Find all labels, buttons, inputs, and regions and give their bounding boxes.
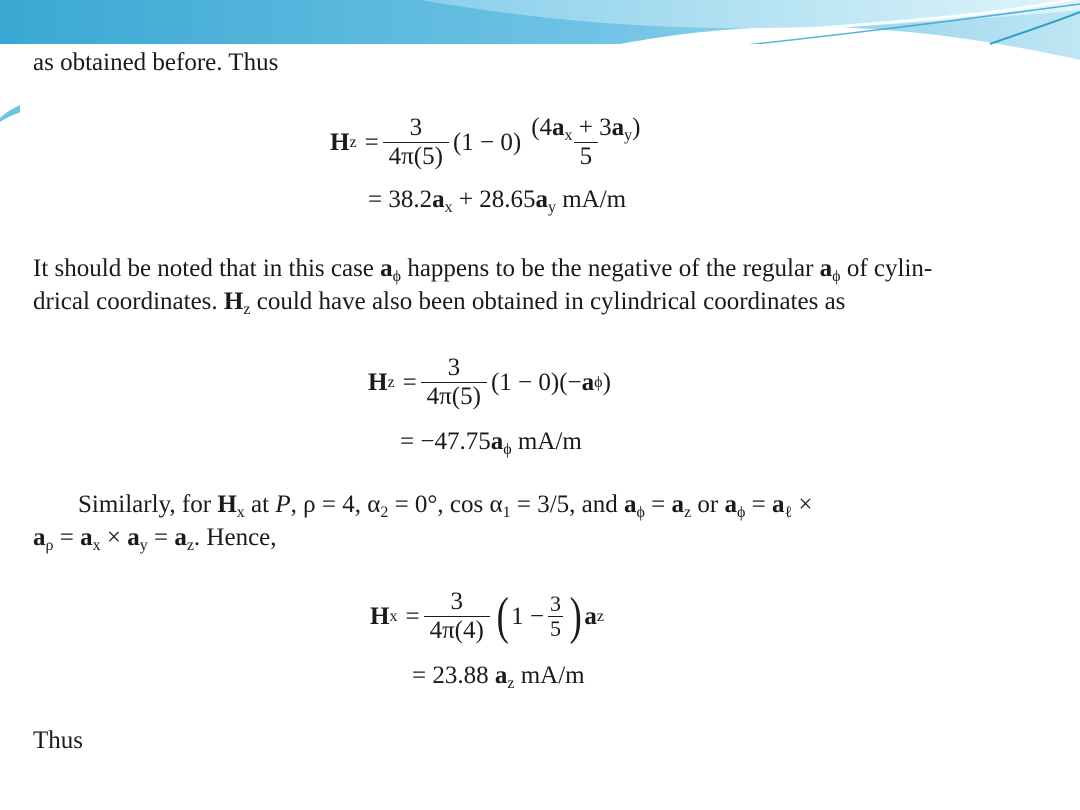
eq1-f2-a2: a bbox=[611, 114, 625, 141]
p2l1-c: , ρ = 4, α bbox=[290, 491, 381, 518]
eq1-f2-a1-sub: x bbox=[564, 127, 573, 144]
eq1-factor: (1 − 0) bbox=[452, 128, 522, 156]
p2l1-a: Similarly, for bbox=[78, 491, 218, 518]
eq1-f2-open: (4 bbox=[531, 114, 553, 141]
eq3-paren-open: ( bbox=[496, 587, 509, 645]
p2l2-b: = bbox=[53, 524, 81, 551]
p2l1-c-sub: 2 bbox=[380, 504, 389, 521]
p2l1-f: = bbox=[644, 491, 672, 518]
eq2-factor-open: (1 − 0)(− bbox=[490, 368, 582, 396]
eq3-res-a-sub: z bbox=[507, 675, 515, 692]
eq3-inner-frac-num: 3 bbox=[550, 591, 562, 616]
p2l1-g: or bbox=[691, 491, 725, 518]
eq1-res-unit: mA/m bbox=[555, 186, 627, 213]
p2l1-a1: a bbox=[624, 491, 637, 518]
eq1-frac2 bbox=[525, 114, 646, 171]
paragraph-2-line-1 bbox=[78, 488, 813, 521]
p1l1-b: happens to be the negative of the regular bbox=[401, 255, 820, 282]
p1l1-a: It should be noted that in this case bbox=[33, 255, 381, 282]
eq2-factor-a: a bbox=[581, 368, 595, 396]
p2l2-e: . Hence, bbox=[193, 524, 277, 551]
p2l1-P: P bbox=[275, 491, 291, 518]
p2l2-a1: a bbox=[33, 524, 46, 551]
eq1-lhs: H bbox=[330, 128, 350, 156]
eq3-equals: = bbox=[405, 602, 420, 630]
eq1-equals: = bbox=[364, 128, 379, 156]
eq3-frac-num: 3 bbox=[450, 588, 463, 615]
eq1-f2-a1: a bbox=[552, 114, 565, 141]
eq3-frac bbox=[424, 588, 490, 645]
eq2-lhs: H bbox=[368, 368, 388, 396]
eq1-f2-a2-sub: y bbox=[624, 127, 633, 144]
eq3-inner-frac bbox=[548, 592, 563, 641]
eq1-res-a1-sub: x bbox=[444, 199, 453, 216]
eq1-frac2-den: 5 bbox=[574, 142, 599, 171]
p2l2-a2: a bbox=[80, 524, 93, 551]
p2l2-c: × bbox=[100, 524, 128, 551]
equation-1-result bbox=[368, 186, 626, 214]
p1l1-aphi-sub: ϕ bbox=[392, 268, 402, 285]
eq3-lhs: H bbox=[370, 602, 390, 630]
eq1-frac2-num bbox=[525, 114, 646, 142]
p1l2-a: drical coordinates. bbox=[33, 288, 224, 315]
p1l1-aphi: a bbox=[380, 255, 393, 282]
eq3-vec: a bbox=[584, 602, 597, 630]
p2l1-a4: a bbox=[772, 491, 785, 518]
p2l1-d: = 0°, cos α bbox=[388, 491, 503, 518]
wave-tail-left bbox=[0, 104, 22, 122]
eq1-res-mid: + 28.65 bbox=[452, 186, 536, 213]
p2l2-a2-sub: x bbox=[92, 537, 101, 554]
paragraph-2-line-2 bbox=[33, 521, 277, 554]
p1l2-b: could have also been obtained in cylindrical coordinates as bbox=[250, 288, 846, 315]
equation-3-result bbox=[412, 662, 585, 690]
eq1-res-prefix: = 38.2 bbox=[368, 186, 433, 213]
eq3-res-prefix: = 23.88 bbox=[412, 662, 495, 689]
p2l1-h: = bbox=[745, 491, 772, 518]
eq2-factor-close: ) bbox=[602, 368, 611, 396]
eq2-frac-num: 3 bbox=[447, 354, 461, 381]
eq1-frac1 bbox=[383, 114, 449, 171]
eq2-frac-den: 4π(5) bbox=[421, 382, 487, 411]
p1l1-aphi2-sub: ϕ bbox=[832, 268, 841, 285]
eq2-res-prefix: = −47.75 bbox=[400, 428, 491, 455]
p2l1-a3: a bbox=[724, 491, 737, 518]
document-page bbox=[20, 44, 990, 766]
eq3-frac-den: 4π(4) bbox=[424, 616, 490, 645]
p2l1-H-sub: x bbox=[236, 504, 245, 521]
p2l1-H: H bbox=[217, 491, 237, 518]
paragraph-1-line-1 bbox=[33, 252, 932, 285]
p1l2-H: H bbox=[223, 288, 244, 315]
eq1-res-a2-sub: y bbox=[547, 199, 556, 216]
eq3-res-unit: mA/m bbox=[514, 662, 585, 689]
equation-3: H x = $\frac{3}{4\pi(4)}$ ( 1 − $\frac{3}{5}$ ) a z bbox=[370, 587, 604, 645]
eq2-res-a: a bbox=[490, 428, 504, 455]
p2l1-i: × bbox=[792, 491, 813, 518]
eq1-f2-close: ) bbox=[632, 114, 641, 141]
p2l1-a4-sub: ℓ bbox=[784, 504, 793, 521]
p2l1-d-sub: 1 bbox=[502, 504, 511, 521]
p2l1-e: = 3/5, and bbox=[510, 491, 624, 518]
eq3-res-a: a bbox=[494, 662, 508, 689]
equation-2-result bbox=[400, 428, 582, 456]
p2l1-a2-sub: z bbox=[684, 504, 692, 521]
p1l1-aphi2: a bbox=[819, 255, 833, 282]
eq2-res-unit: mA/m bbox=[511, 428, 582, 455]
p2l2-a4: a bbox=[174, 524, 187, 551]
eq1-frac1-num: 3 bbox=[409, 114, 423, 141]
p1l1-c: of cylin- bbox=[840, 255, 933, 282]
p2l1-a1-sub: ϕ bbox=[636, 504, 645, 521]
p2l2-a4-sub: z bbox=[186, 537, 194, 554]
p2l2-a3-sub: y bbox=[139, 537, 148, 554]
p2l2-d: = bbox=[147, 524, 175, 551]
p2l1-a2: a bbox=[671, 491, 685, 518]
eq2-res-a-sub: ϕ bbox=[503, 441, 512, 458]
intro-line: as obtained before. Thus bbox=[33, 49, 279, 76]
closing-line: Thus bbox=[33, 727, 83, 754]
eq1-frac1-den: 4π(5) bbox=[383, 142, 449, 171]
p1l2-H-sub: z bbox=[243, 301, 251, 318]
p2l2-a3: a bbox=[127, 524, 140, 551]
eq3-inner-one: 1 − bbox=[511, 602, 545, 630]
eq3-inner-frac-den: 5 bbox=[550, 616, 562, 641]
eq1-res-a2: a bbox=[535, 186, 548, 213]
eq2-frac bbox=[421, 354, 487, 411]
p2l2-a1-sub: ρ bbox=[45, 537, 54, 554]
p2l1-b: at bbox=[244, 491, 276, 518]
eq3-paren-close: ) bbox=[569, 587, 582, 645]
eq2-equals: = bbox=[402, 368, 417, 396]
equation-1: H z = $\frac{3}{4\pi(5)}$ (1 − 0) $\frac{(4a_x + 3a_y)}{5}$ bbox=[330, 114, 650, 171]
paragraph-1-line-2 bbox=[33, 285, 845, 318]
eq1-res-a1: a bbox=[432, 186, 445, 213]
p2l1-a3-sub: ϕ bbox=[736, 504, 746, 521]
eq1-f2-mid: + 3 bbox=[572, 114, 612, 141]
equation-2: H z = $\frac{3}{4\pi(5)}$ (1 − 0)(− a ϕ ) bbox=[368, 354, 611, 410]
